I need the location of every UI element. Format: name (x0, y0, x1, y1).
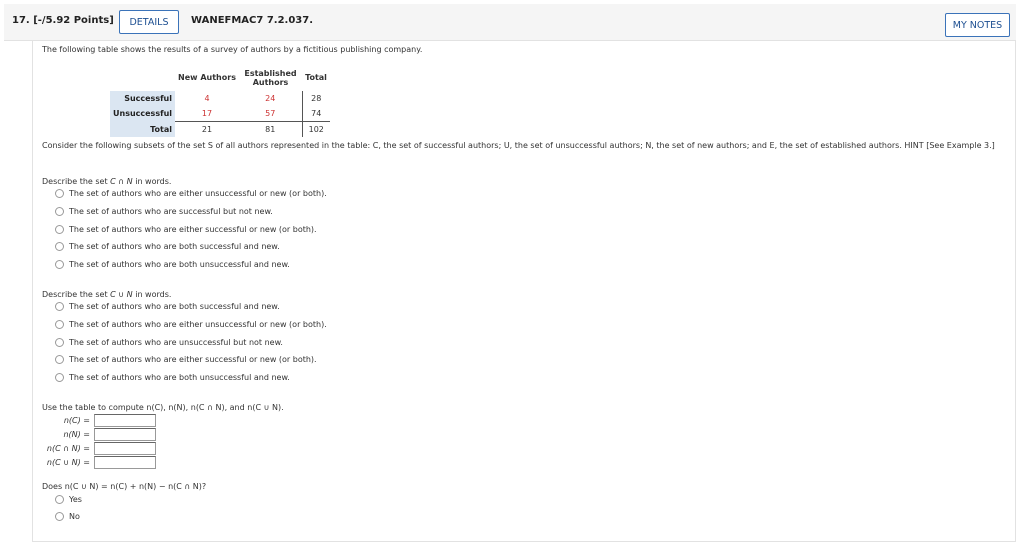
table-cell: 57 (265, 109, 276, 118)
q4-option-yes[interactable] (55, 495, 82, 504)
q1-prompt-post: in words. (132, 177, 172, 186)
radio-button[interactable] (55, 338, 64, 347)
option-label: The set of authors who are both unsuccessful and new. (69, 260, 290, 269)
consider-text: Consider the following subsets of the set S of all authors represented in the table: C, the set of successful authors; U, the set of unsuccessful authors; N, the set of new authors; and E, the set of established authors. HINT [See Example 3.] (42, 141, 995, 150)
option-label: The set of authors who are either unsuccessful or new (or both). (69, 320, 327, 329)
q2-option-4[interactable] (55, 355, 317, 364)
table-cell: 102 (302, 122, 330, 138)
col-header-established (239, 64, 302, 91)
table-row (110, 106, 330, 122)
option-label: Yes (69, 495, 82, 504)
q1-option-3[interactable] (55, 225, 317, 234)
nc-label: n(C) = (63, 416, 90, 425)
details-button[interactable]: DETAILS (119, 10, 179, 34)
col-header-new: New Authors (178, 73, 236, 82)
col-header-established-line2: Authors (252, 77, 289, 87)
option-label: No (69, 512, 80, 521)
q1-option-5[interactable] (55, 260, 290, 269)
radio-button[interactable] (55, 495, 64, 504)
table-cell: 4 (204, 94, 210, 103)
radio-button[interactable] (55, 207, 64, 216)
q1-option-4[interactable] (55, 242, 280, 251)
radio-button[interactable] (55, 320, 64, 329)
radio-button[interactable] (55, 355, 64, 364)
radio-button[interactable] (55, 260, 64, 269)
q2-prompt-post: in words. (132, 290, 172, 299)
n-union-label: n(C ∪ N) = (46, 458, 90, 467)
row-label: Successful (110, 91, 175, 106)
option-label: The set of authors who are both successful and new. (69, 242, 280, 251)
question-body (32, 40, 1016, 542)
q1-prompt-var: C ∩ N (110, 177, 133, 186)
survey-table (110, 64, 330, 137)
table-row (110, 122, 330, 138)
table-cell: 21 (175, 122, 239, 138)
q2-prompt-pre: Describe the set (42, 290, 111, 299)
radio-button[interactable] (55, 225, 64, 234)
table-cell: 24 (265, 94, 276, 103)
intro-text: The following table shows the results of a survey of authors by a fictitious publishing company. (42, 45, 423, 54)
radio-button[interactable] (55, 512, 64, 521)
option-label: The set of authors who are either successful or new (or both). (69, 225, 317, 234)
option-label: The set of authors who are successful but not new. (69, 207, 273, 216)
table-corner (110, 64, 175, 91)
radio-button[interactable] (55, 373, 64, 382)
q1-prompt (42, 177, 171, 186)
q2-prompt-var: C ∪ N (110, 290, 133, 299)
my-notes-button[interactable]: MY NOTES (945, 13, 1010, 37)
q2-prompt (42, 290, 171, 299)
nn-label: n(N) = (63, 430, 90, 439)
radio-button[interactable] (55, 189, 64, 198)
q1-prompt-pre: Describe the set (42, 177, 111, 186)
option-label: The set of authors who are unsuccessful but not new. (69, 338, 283, 347)
q1-option-1[interactable] (55, 189, 327, 198)
option-label: The set of authors who are both unsuccessful and new. (69, 373, 290, 382)
row-label: Unsuccessful (110, 106, 175, 122)
q4-option-no[interactable] (55, 512, 80, 521)
option-label: The set of authors who are either unsuccessful or new (or both). (69, 189, 327, 198)
question-number: 17. [-/5.92 Points] (12, 15, 114, 26)
n-intersection-input[interactable] (94, 442, 156, 455)
radio-button[interactable] (55, 242, 64, 251)
radio-button[interactable] (55, 302, 64, 311)
table-row (110, 91, 330, 106)
col-header-total: Total (305, 73, 327, 82)
table-cell: 81 (239, 122, 302, 138)
q3-prompt: Use the table to compute n(C), n(N), n(C ∩ N), and n(C ∪ N). (42, 403, 284, 412)
option-label: The set of authors who are both successful and new. (69, 302, 280, 311)
q1-option-2[interactable] (55, 207, 273, 216)
n-union-input[interactable] (94, 456, 156, 469)
q2-option-1[interactable] (55, 302, 280, 311)
question-header (4, 4, 1016, 41)
table-cell: 74 (302, 106, 330, 122)
nn-input[interactable] (94, 428, 156, 441)
table-cell: 17 (201, 109, 213, 118)
question-id: WANEFMAC7 7.2.037. (191, 15, 314, 26)
q2-option-2[interactable] (55, 320, 327, 329)
q4-prompt: Does n(C ∪ N) = n(C) + n(N) − n(C ∩ N)? (42, 482, 207, 491)
row-label: Total (110, 122, 175, 138)
q2-option-3[interactable] (55, 338, 283, 347)
col-header-established-line1: Established (244, 68, 297, 78)
n-intersection-label: n(C ∩ N) = (46, 444, 90, 453)
table-cell: 28 (302, 91, 330, 106)
option-label: The set of authors who are either successful or new (or both). (69, 355, 317, 364)
q2-option-5[interactable] (55, 373, 290, 382)
nc-input[interactable] (94, 414, 156, 427)
